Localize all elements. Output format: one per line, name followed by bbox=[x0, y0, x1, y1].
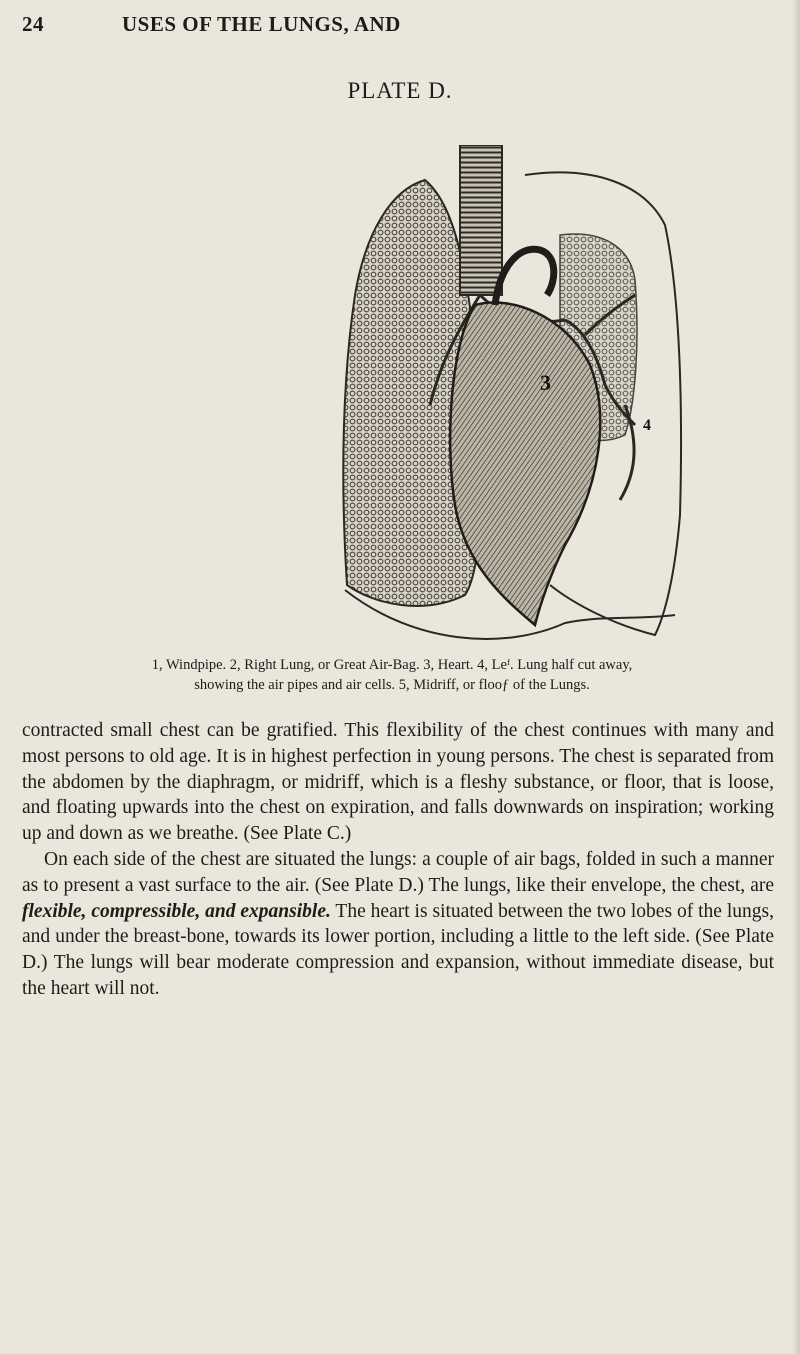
paragraph-1: contracted small chest can be gratified. This flexibility of the chest continues with many and most persons to old age. It is in highest perfection in young persons. The chest is separated from the abdomen by the diaphragm, or midriff, which is a fleshy substance, or floor, that is loose, and floating upwards into the chest on expiration, and falls downwards on inspiration; working up and down as we breathe. (See Plate C.) bbox=[22, 720, 774, 845]
paragraph-2-part-a: On each side of the chest are situated the lungs: a couple of air bags, folded in such a manner as to present a vast surface to the air. (See Plate D.) The lungs, like their envelope, the chest, are bbox=[22, 848, 774, 896]
figure-caption bbox=[12, 655, 772, 695]
caption-line-1: 1, Windpipe. 2, Right Lung, or Great Air-Bag. 3, Heart. 4, Leᶠ. Lung half cut away, bbox=[151, 657, 633, 673]
aorta bbox=[495, 249, 554, 305]
caption-line-2: showing the air pipes and air cells. 5, Midriff, or flooƒ of the Lungs. bbox=[194, 677, 590, 693]
emphasis-flexible: flexible, compressible, and expansible. bbox=[22, 900, 331, 922]
body-text bbox=[22, 718, 774, 1002]
page-edge-shadow bbox=[792, 0, 800, 1354]
plate-title: PLATE D. bbox=[347, 78, 453, 103]
windpipe bbox=[460, 145, 502, 295]
label-4: 4 bbox=[643, 417, 651, 434]
paragraph-2-part-b: The heart is situated between the two lobes of the lungs, and under the breast-bone, towards its lower portion, including a little to the left side. (See Plate D.) The lungs will bear moderate compression and expansion, without immediate disease, but the heart will not. bbox=[22, 900, 774, 999]
lungs-heart-illustration bbox=[335, 145, 690, 655]
page-number: 24 bbox=[22, 12, 44, 36]
paragraph-2 bbox=[22, 847, 774, 1002]
running-title: USES OF THE LUNGS, AND bbox=[122, 12, 401, 36]
label-3: 3 bbox=[540, 370, 551, 395]
